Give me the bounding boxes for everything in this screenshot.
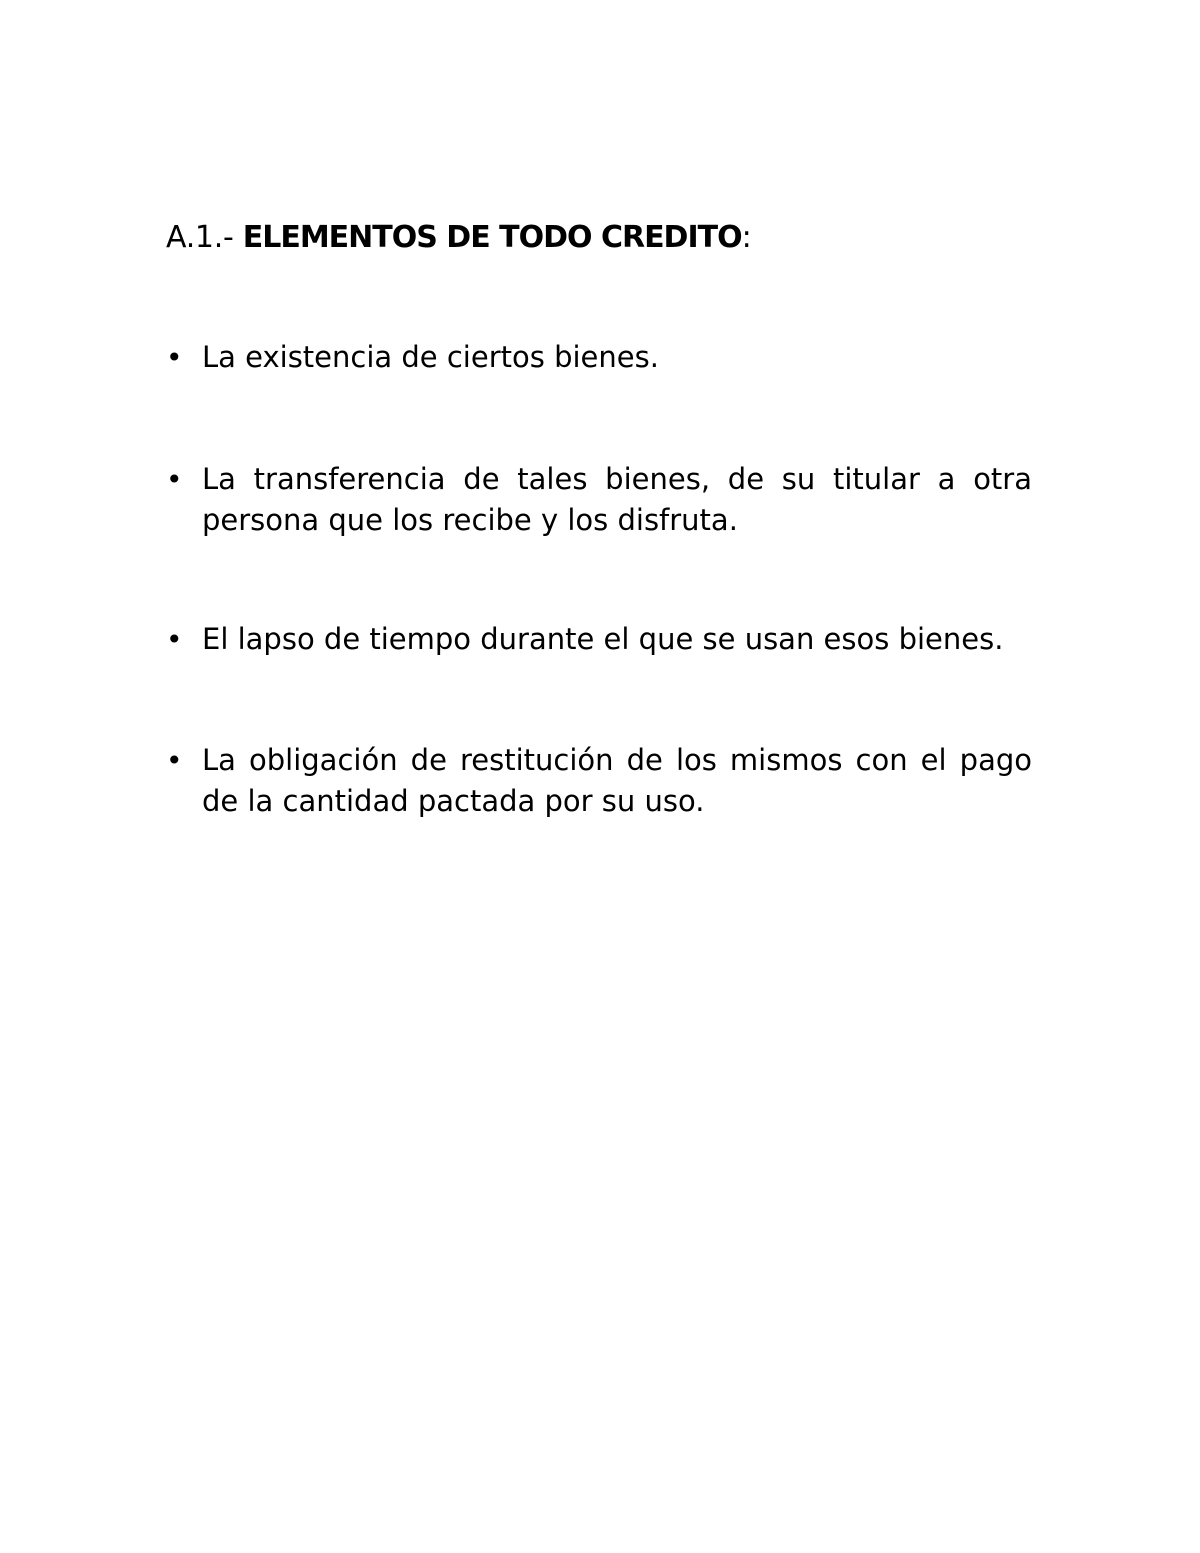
list-item-text: La obligación de restitución de los mismos con el pago de la cantidad pactada por su uso. (202, 743, 1032, 818)
bullet-icon: • (166, 623, 183, 656)
section-title: ELEMENTOS DE TODO CREDITO (242, 220, 742, 255)
bullet-icon: • (166, 341, 183, 374)
bullet-icon: • (166, 463, 183, 496)
section-title-colon: : (741, 220, 752, 255)
section-number: A.1.- (166, 220, 243, 255)
bullet-icon: • (166, 744, 183, 777)
list-item-text: El lapso de tiempo durante el que se usan esos bienes. (202, 622, 1004, 656)
list-item-text: La existencia de ciertos bienes. (202, 340, 659, 374)
list-item-text: La transferencia de tales bienes, de su titular a otra persona que los recibe y los disfruta. (202, 462, 1032, 537)
section-heading (166, 218, 1066, 258)
